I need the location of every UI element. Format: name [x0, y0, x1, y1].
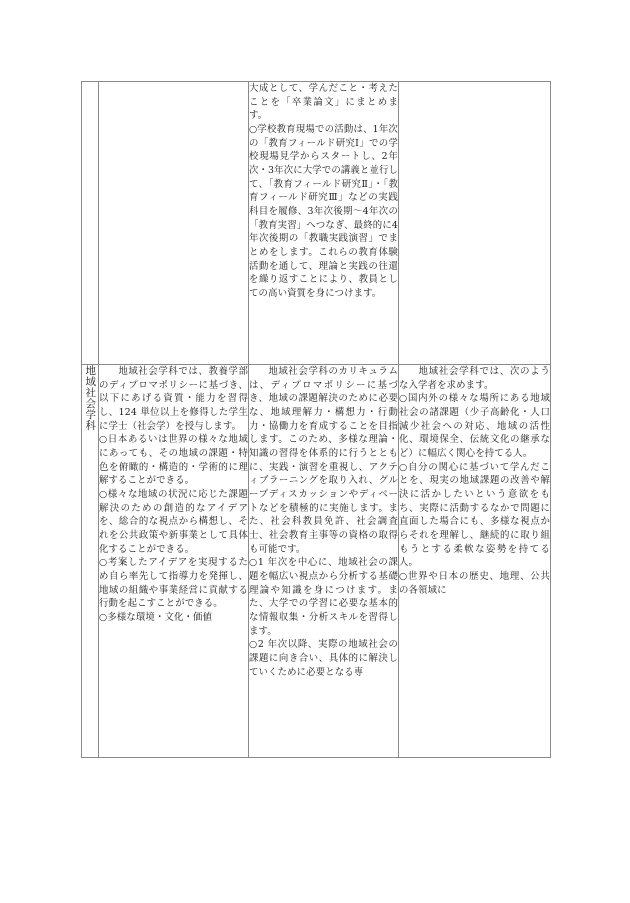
curriculum-policy-cell-continued: [249, 82, 399, 365]
curriculum-policy-row2-paragraph-2: ○1 年次を中心に、地域社会の課題を幅広い視点から分析する基礎理論や知識を身につけます。また、大学での学習に必要な基本的な情報収集・分析スキルを習得します。: [249, 557, 398, 637]
curriculum-policy-row2-paragraph-3: ○2 年次以降、実際の地域社会の課題に向き合い、具体的に解決していくために必要となる専: [249, 639, 398, 678]
admission-policy-cell: [399, 365, 551, 758]
diploma-policy-paragraph-4: ○考案したアイデアを実現するため自ら率先して指導力を発揮し、地域の組織や事業経営に貢献する行動を起こすことができる。: [99, 557, 248, 610]
table-row-continued: [82, 82, 551, 365]
admission-policy-paragraph-1: 地域社会学科では、次のような入学者を求めます。: [399, 366, 550, 391]
curriculum-policy-paragraph-2: ○学校教育現場での活動は、1年次の「教育フィールド研究Ⅰ」での学校現場見学からスタートし、2年次・3年次に大学での講義と並行して、「教育フィールド研究Ⅱ」・「教育フィールド研究Ⅲ」などの実践科目を履修、3年次後期〜4年次の「教育実習」へつなぎ、最終的に4年次後期の「教職実践演習」でまとめをします。これらの教育体験活動を通して、理論と実践の往還を繰り返すことにより、教員としての高い資質を身につけます。: [249, 124, 398, 300]
table-row-chiiki-shakai: [82, 365, 551, 758]
row-label-cell: [82, 365, 99, 758]
curriculum-policy-cell: [249, 365, 399, 758]
curriculum-policy-paragraph-1: 大成として、学んだこと・考えたことを「卒業論文」にまとめます。: [249, 83, 398, 122]
admission-policy-cell-empty: [399, 82, 551, 365]
admission-policy-paragraph-3: ○自分の関心に基づいて学んだことを、現実の地域課題の改善や解決に活かしたいという意欲をもち、実際に活動するなかで問題に直面した場合にも、多様な視点からそれを理解し、継続的に取り組もうとする柔軟な姿勢を持てる人。: [399, 461, 550, 569]
row-label-vertical-text: 地域社会学科: [84, 365, 97, 431]
curriculum-policy-row2-paragraph-1: 地域社会学科のカリキュラムは、ディプロマポリシーに基づき、地域の課題解決のために必要な、地域理解力・構想力・行動力・協働力を育成することを目指します。このため、多様な理論・知識の習得を体系的に行うとともに、実践・演習を重視し、アクティブラーニングを取り入れ、グループディスカッションやディベートなどを積極的に実施します。また、社会科教員免許、社会調査士、社会教育主事等の資格の取得も可能です。: [249, 366, 398, 555]
curriculum-policy-table: [81, 81, 551, 758]
diploma-policy-cell-empty: [99, 82, 249, 365]
diploma-policy-paragraph-1: 地域社会学科では、教養学部のディプロマポリシーに基づき、以下にあげる資質・能力を習得し、124 単位以上を修得した学生に学士（社会学）を授与します。: [99, 366, 248, 432]
diploma-policy-paragraph-5: ○多様な環境・文化・価値: [99, 612, 213, 624]
diploma-policy-paragraph-2: ○日本あるいは世界の様々な地域にあっても、その地域の課題・特色を俯瞰的・構造的・学術的に理解することができる。: [99, 434, 248, 487]
diploma-policy-paragraph-3: ○様々な地域の状況に応じた課題解決のための創造的なアイデアを、総合的な視点から構想し、それを公共政策や新事業として具体化することができる。: [99, 489, 248, 555]
admission-policy-paragraph-2: ○国内外の様々な場所にある地域社会の諸課題（少子高齢化・人口減少社会への対応、地域の活性化、環境保全、伝統文化の継承など）に幅広く関心を持てる人。: [399, 393, 550, 460]
diploma-policy-cell: [99, 365, 249, 758]
row-label-cell-empty: [82, 82, 99, 365]
admission-policy-paragraph-4: ○世界や日本の歴史、地理、公共の各領域に: [399, 571, 550, 596]
